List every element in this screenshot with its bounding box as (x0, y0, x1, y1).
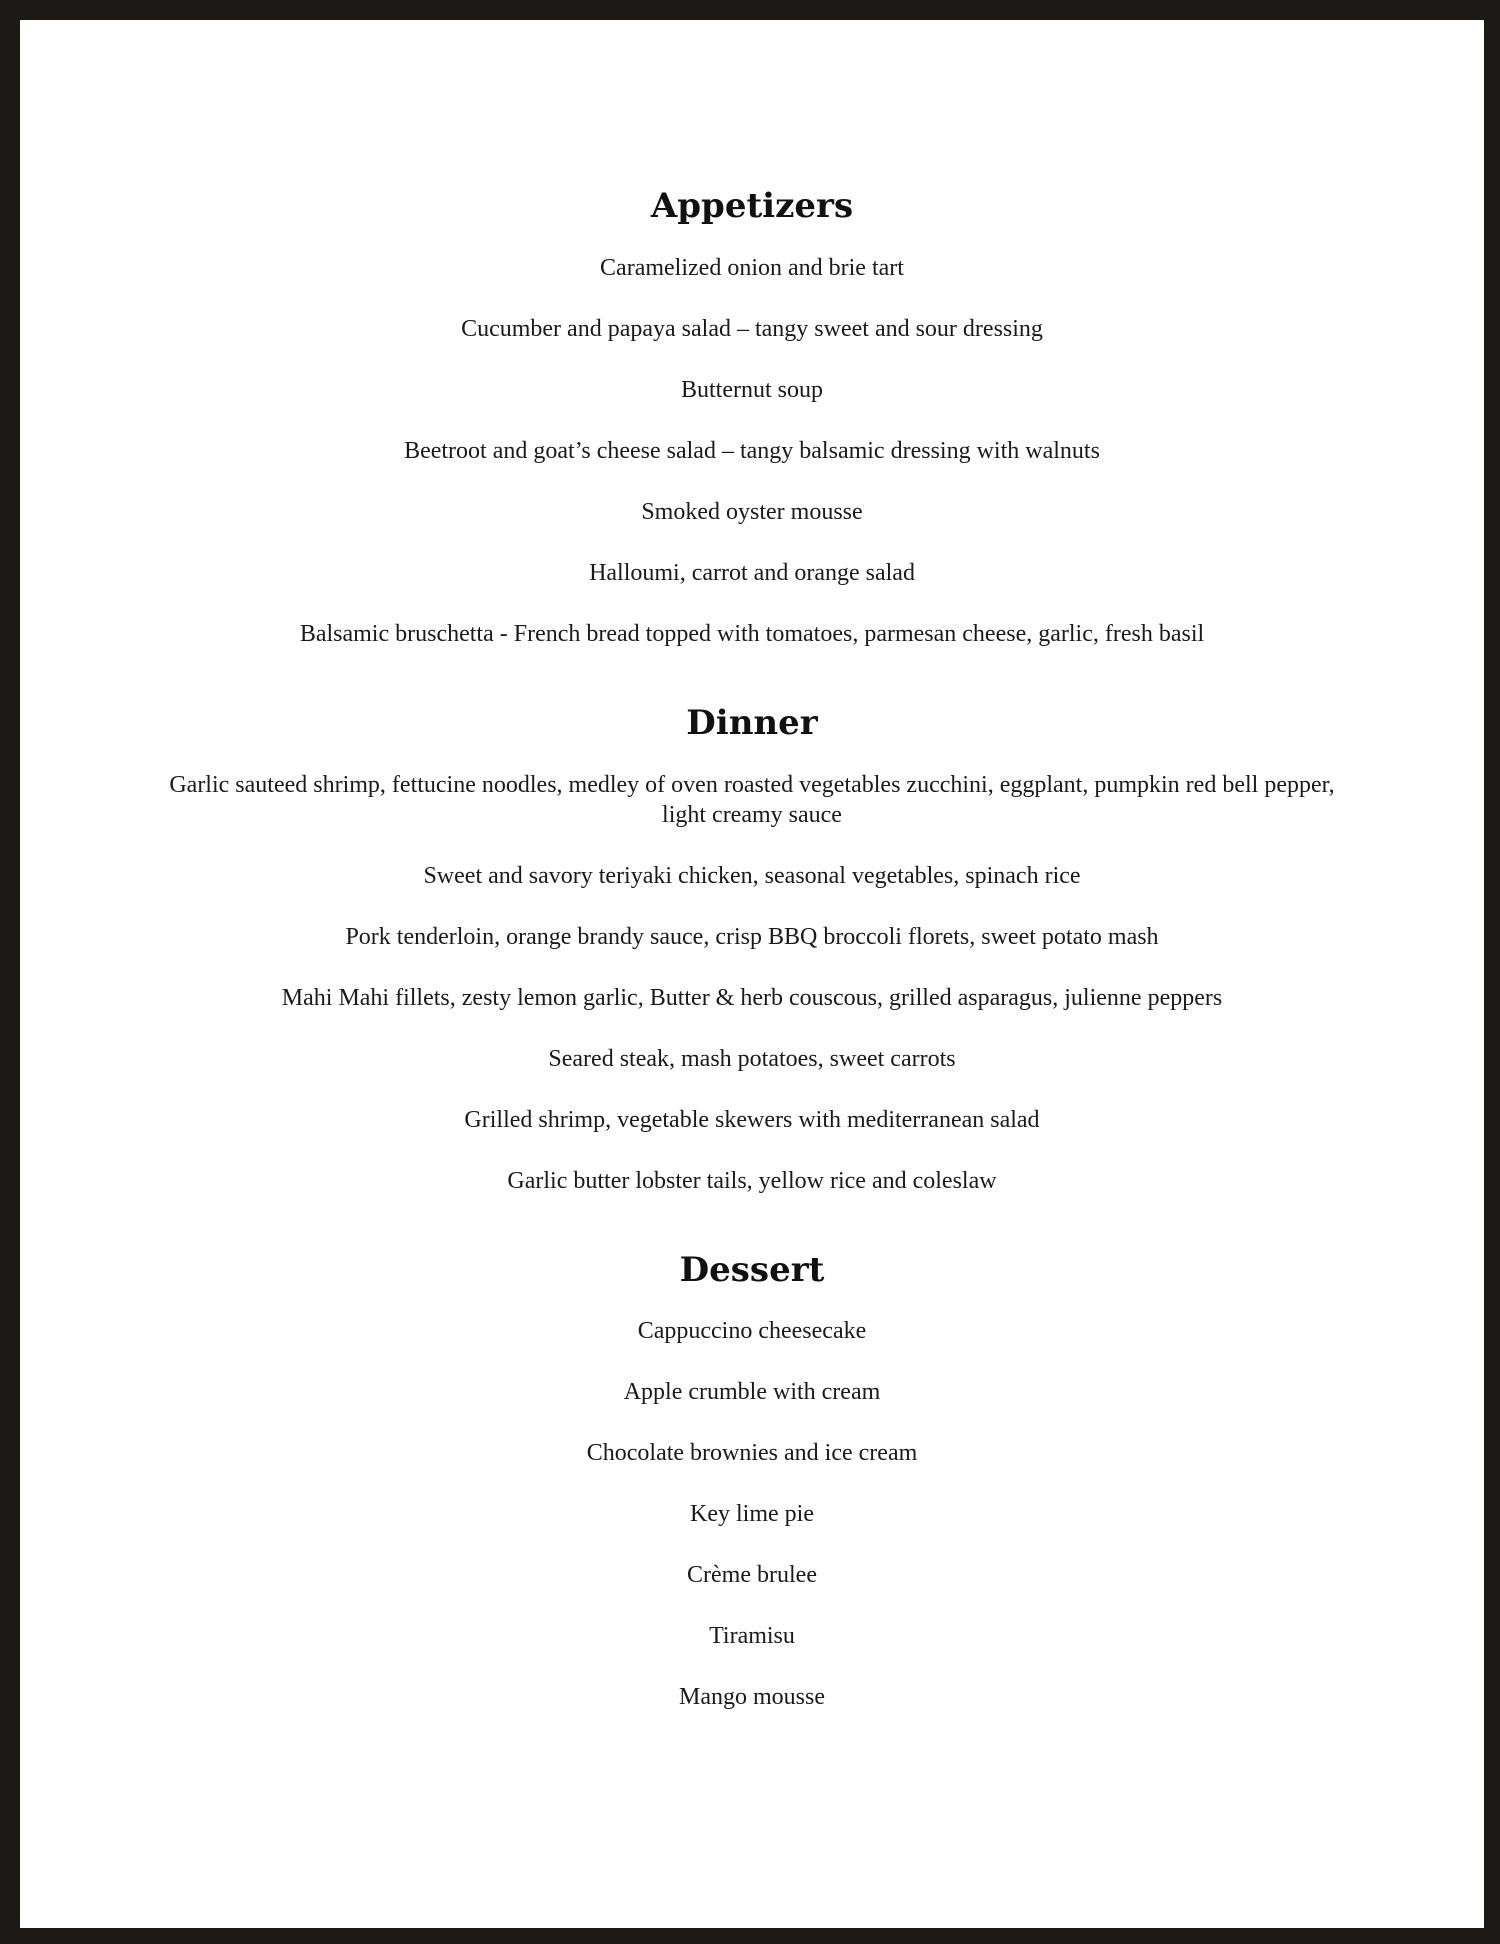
menu-item: Garlic sauteed shrimp, fettucine noodles, medley of oven roasted vegetables zucchini, eggplant, pumpkin red bell pepper, light creamy sauce (169, 771, 1335, 828)
menu-item: Cappuccino cheesecake (637, 1318, 867, 1345)
appetizers-section (20, 186, 1484, 649)
menu-item: Mango mousse (679, 1684, 825, 1711)
menu-item: Tiramisu (709, 1623, 795, 1650)
menu-item: Beetroot and goat’s cheese salad – tangy balsamic dressing with walnuts (404, 437, 1100, 464)
dessert-section (20, 1250, 1484, 1713)
menu-item: Crème brulee (687, 1562, 817, 1589)
menu-item: Chocolate brownies and ice cream (586, 1440, 918, 1467)
menu-item: Balsamic bruschetta - French bread topped with tomatoes, parmesan cheese, garlic, fresh basil (299, 620, 1205, 647)
section-title-dinner: Dinner (686, 702, 818, 743)
dinner-list (20, 770, 1484, 1196)
menu-item: Apple crumble with cream (623, 1379, 881, 1406)
menu-item: Sweet and savory teriyaki chicken, seasonal vegetables, spinach rice (423, 862, 1081, 889)
menu-item: Cucumber and papaya salad – tangy sweet and sour dressing (461, 315, 1043, 342)
menu-page (20, 20, 1484, 1928)
menu-item: Pork tenderloin, orange brandy sauce, crisp BBQ broccoli florets, sweet potato mash (345, 923, 1159, 950)
section-title-dessert: Dessert (679, 1249, 825, 1290)
menu-item: Seared steak, mash potatoes, sweet carrots (548, 1045, 956, 1072)
menu-item: Mahi Mahi fillets, zesty lemon garlic, Butter & herb couscous, grilled asparagus, julienne peppers (281, 984, 1223, 1011)
menu-item: Grilled shrimp, vegetable skewers with mediterranean salad (464, 1106, 1040, 1133)
menu-item: Caramelized onion and brie tart (600, 254, 904, 281)
menu-item: Garlic butter lobster tails, yellow rice and coleslaw (507, 1167, 997, 1194)
menu-item: Butternut soup (681, 376, 823, 403)
menu-item: Smoked oyster mousse (641, 498, 863, 525)
menu-item: Halloumi, carrot and orange salad (589, 559, 915, 586)
appetizers-list (20, 253, 1484, 649)
dessert-list (20, 1316, 1484, 1712)
section-title-appetizers: Appetizers (650, 186, 854, 226)
menu-item: Key lime pie (690, 1501, 814, 1528)
dinner-section (20, 703, 1484, 1196)
